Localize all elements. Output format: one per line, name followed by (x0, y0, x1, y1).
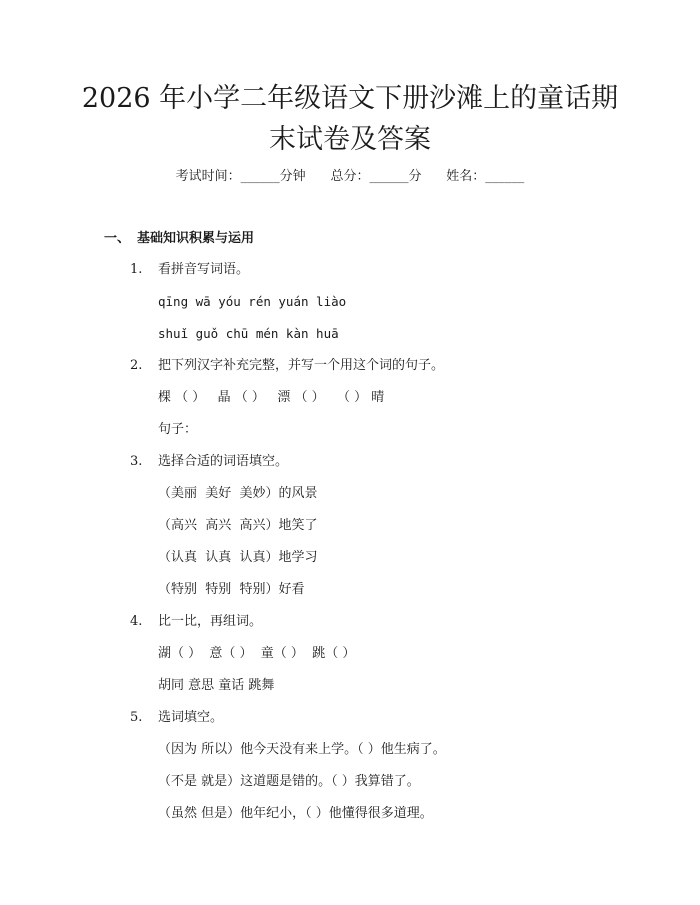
exam-score: 总分：______分 (330, 169, 422, 184)
question-text: 看拼音写词语。 (158, 262, 250, 277)
question-text: 把下列汉字补充完整，并写一个用这个词的句子。 (158, 358, 445, 373)
exam-meta (0, 167, 700, 187)
select-line: （因为 所以）他今天没有来上学。（ ）他生病了。 (158, 742, 446, 757)
words-line: 胡同 意思 童话 跳舞 (158, 678, 275, 693)
compare-line: 湖（ ） 意（ ） 童（ ） 跳（ ） (158, 646, 356, 661)
sentence-line: 句子： (158, 422, 198, 437)
question-1 (130, 260, 249, 280)
pinyin-line-1: qīng wā yóu rén yuán liào (158, 294, 347, 309)
section-title: 基础知识积累与运用 (137, 231, 255, 246)
choice-line: （认真 认真 认真）地学习 (158, 550, 318, 565)
select-line: （不是 就是）这道题是错的。（ ）我算错了。 (158, 774, 420, 789)
select-line: （虽然 但是）他年纪小，（ ）他懂得很多道理。 (158, 806, 433, 821)
question-number: 1. (130, 262, 143, 277)
question-4 (130, 612, 262, 632)
question-number: 2. (130, 358, 143, 373)
choice-line: （特别 特别 特别）好看 (158, 582, 305, 597)
question-text: 选择合适的词语填空。 (158, 454, 289, 469)
exam-time: 考试时间：______分钟 (175, 169, 306, 184)
question-2 (130, 356, 444, 376)
question-number: 4. (130, 614, 143, 629)
question-3 (130, 452, 288, 472)
student-name: 姓名：______ (446, 169, 525, 184)
section-number: 一、 (104, 231, 131, 246)
pinyin-line-2: shuǐ guǒ chū mén kàn huā (158, 326, 339, 341)
question-number: 3. (130, 454, 143, 469)
question-number: 5. (130, 710, 143, 725)
question-text: 比一比，再组词。 (158, 614, 263, 629)
choice-line: （高兴 高兴 高兴）地笑了 (158, 518, 318, 533)
fill-line: 棵 （ ） 晶 （ ） 漂 （ ） （ ） 晴 (158, 390, 385, 405)
page-title (60, 78, 640, 160)
title-line-1: 2026 年小学二年级语文下册沙滩上的童话期 (81, 83, 619, 114)
question-text: 选词填空。 (158, 710, 224, 725)
question-5 (130, 708, 223, 728)
section-heading (104, 229, 254, 249)
title-line-2: 末试卷及答案 (269, 124, 431, 155)
choice-line: （美丽 美好 美妙）的风景 (158, 486, 318, 501)
